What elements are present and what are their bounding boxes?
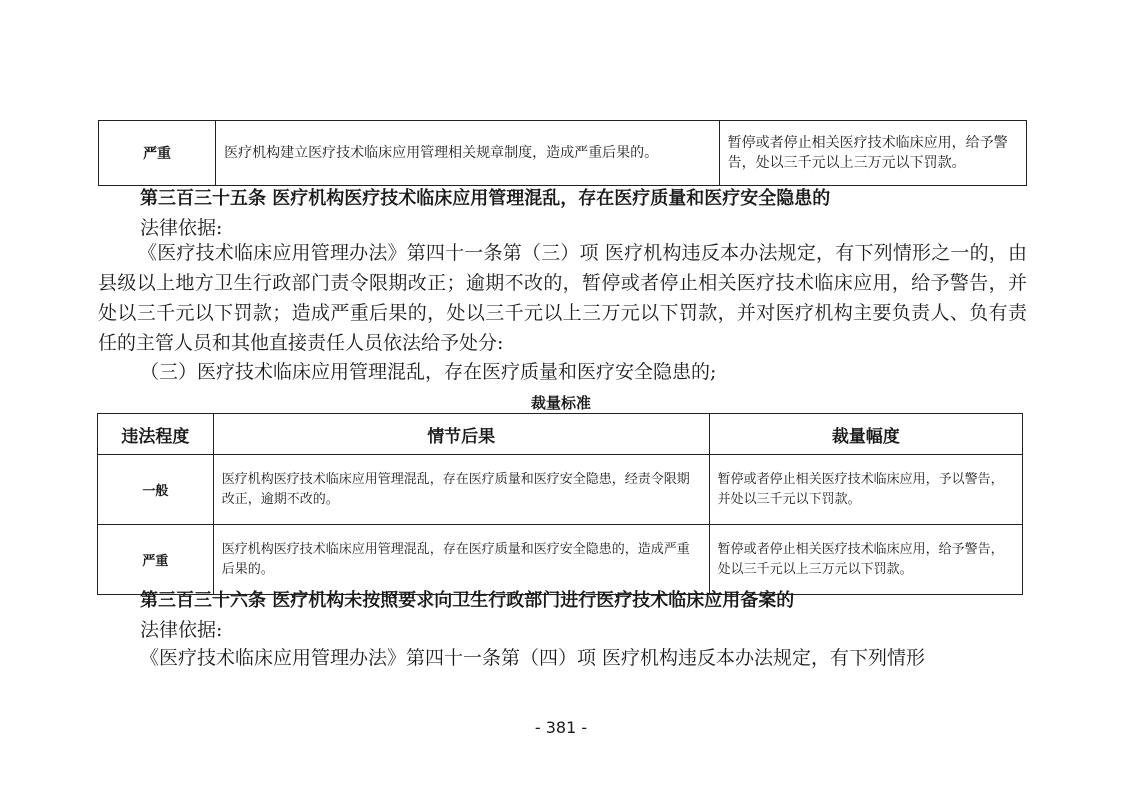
legal-basis-label: 法律依据: bbox=[140, 619, 223, 641]
penalty-cell: 暂停或者停止相关医疗技术临床应用，给予警告，处以三千元以上三万元以下罚款。 bbox=[719, 121, 1026, 186]
severity-level: 严重 bbox=[98, 525, 214, 595]
legal-basis-label: 法律依据: bbox=[140, 217, 223, 239]
penalty-cell: 暂停或者停止相关医疗技术临床应用，给予警告，处以三千元以上三万元以下罚款。 bbox=[709, 525, 1022, 595]
penalty-cell: 暂停或者停止相关医疗技术临床应用，予以警告，并处以三千元以下罚款。 bbox=[709, 455, 1022, 525]
table-row bbox=[99, 121, 1027, 186]
item-clause: （三）医疗技术临床应用管理混乱，存在医疗质量和医疗安全隐患的; bbox=[140, 361, 717, 383]
legal-basis-text: 《医疗技术临床应用管理办法》第四十一条第（三）项 医疗机构违反本办法规定，有下列情形之一的，由县级以上地方卫生行政部门责令限期改正；逾期不改的，暂停或者停止相关医疗技术临床应用，给予警告，并处以三千元以下罚款；造成严重后果的，处以三千元以上三万元以下罚款，并对医疗机构主要负责人、负有责任的主管人员和其他直接责任人员依法给予处分: bbox=[98, 242, 1027, 354]
table-row bbox=[98, 525, 1023, 595]
article-336-heading: 第三百三十六条 医疗机构未按照要求向卫生行政部门进行医疗技术临床应用备案的 bbox=[140, 590, 795, 611]
circumstance-cell: 医疗机构医疗技术临床应用管理混乱，存在医疗质量和医疗安全隐患的，造成严重后果的。 bbox=[213, 525, 709, 595]
column-header-level: 违法程度 bbox=[98, 414, 214, 455]
circumstance-cell: 医疗机构建立医疗技术临床应用管理相关规章制度，造成严重后果的。 bbox=[216, 121, 720, 186]
column-header-penalty: 裁量幅度 bbox=[709, 414, 1022, 455]
penalty-table-continued bbox=[98, 120, 1027, 186]
table-caption: 裁量标准 bbox=[530, 394, 591, 412]
table-header-row bbox=[98, 414, 1023, 455]
page-number: - 381 - bbox=[534, 718, 588, 737]
legal-basis-text: 《医疗技术临床应用管理办法》第四十一条第（四）项 医疗机构违反本办法规定，有下列情形 bbox=[140, 647, 926, 669]
article-335-heading: 第三百三十五条 医疗机构医疗技术临床应用管理混乱，存在医疗质量和医疗安全隐患的 bbox=[140, 188, 831, 209]
column-header-circumstance: 情节后果 bbox=[213, 414, 709, 455]
severity-level: 严重 bbox=[99, 121, 216, 186]
circumstance-cell: 医疗机构医疗技术临床应用管理混乱，存在医疗质量和医疗安全隐患，经责令限期改正，逾期不改的。 bbox=[213, 455, 709, 525]
table-row bbox=[98, 455, 1023, 525]
penalty-standard-table bbox=[97, 413, 1023, 595]
severity-level: 一般 bbox=[98, 455, 214, 525]
